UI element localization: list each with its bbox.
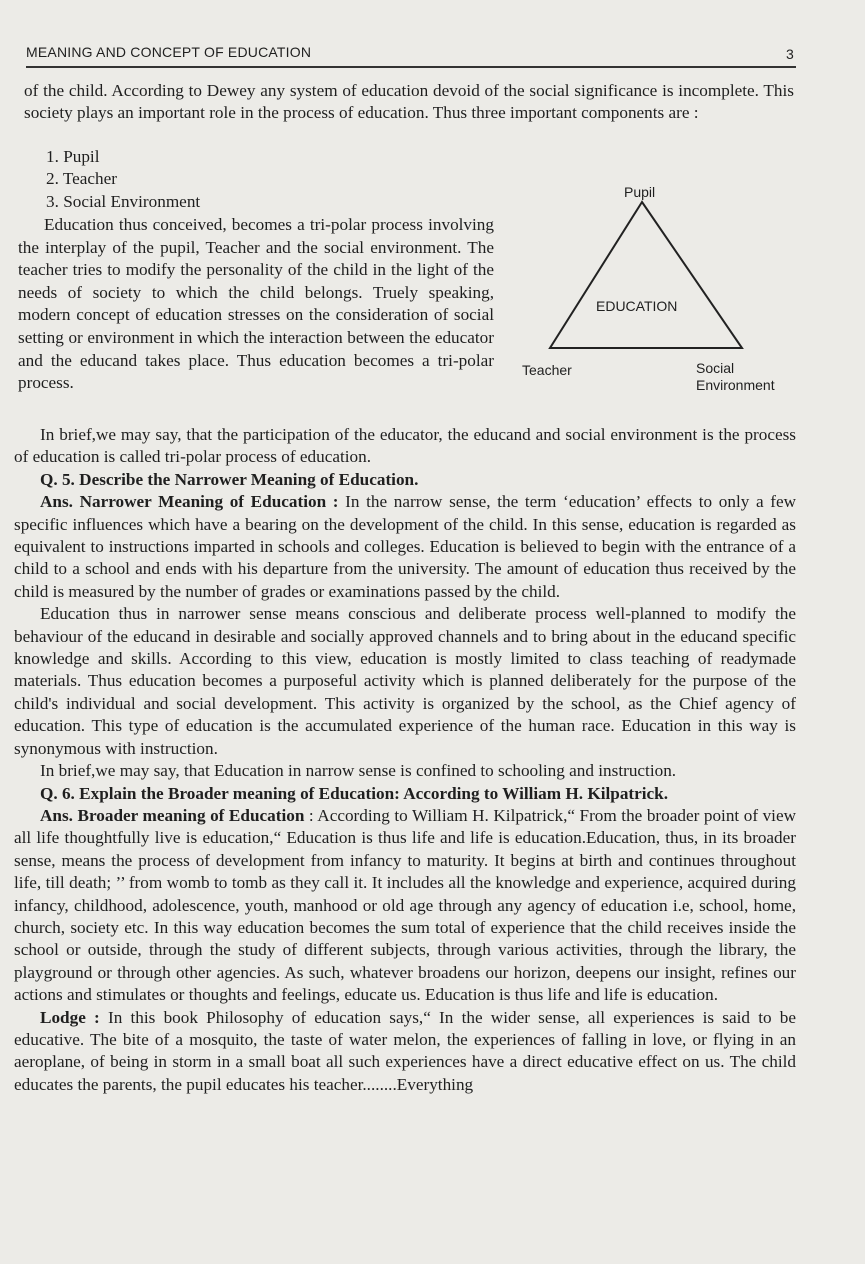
lodge-heading: Lodge : (40, 1007, 100, 1027)
q5-answer-p1 (14, 491, 796, 603)
list-item: 2. Teacher (46, 169, 118, 189)
q5-answer-heading: Ans. Narrower Meaning of Education : (40, 492, 339, 512)
pupil-label: Pupil (624, 184, 656, 200)
lodge-text: In this book Philosophy of education says,“ In the wider sense, all experiences is said to be educative. The bite of a mosquito, the taste of water melon, the experiences of falling in love, or flying in an aeroplane, of being in storm in a small boat all such experiences have a direct educative effect on us. The child educates the parents, the pupil educates his teacher........Everything (14, 1007, 797, 1094)
education-label: EDUCATION (596, 298, 678, 314)
tripolar-paragraph: Education thus conceived, becomes a tri-polar process involving the interplay of the pupil, Teacher and the social environment. The teacher tries to modify the personality of the child in the light of the needs of society to which the child belongs. Truely speaking, modern concept of education stresses on the consideration of social setting or environment in which the interaction between the educator and the educand takes place. Thus education becomes a tri-polar process. (18, 215, 494, 393)
components-list (46, 146, 200, 213)
q6-answer-p1 (14, 805, 796, 1007)
social-label: Social (696, 360, 735, 376)
q6-question-text: Q. 6. Explain the Broader meaning of Education: According to William H. Kilpatrick. (40, 783, 669, 803)
q6-question (14, 783, 796, 805)
q5-brief: In brief,we may say, that Education in narrow sense is confined to schooling and instruction. (40, 761, 677, 781)
page-number: 3 (786, 46, 794, 62)
q5-question (14, 469, 796, 491)
list-item: 1. Pupil (46, 147, 100, 166)
chapter-title: MEANING AND CONCEPT OF EDUCATION (26, 44, 312, 60)
q6-answer-text: : According to William H. Kilpatrick,“ From the broader point of view all life thoughtfully live is education,“ Education is thus life and life is education.Education, thus, in its broader sense, means the process of development from infancy to maturity. It begins at birth and continues throughout life, till death; ’’ from womb to tomb as they call it. It includes all the knowledge and experience, acquired during infancy, childhood, adolescence, youth, manhood or old age through any agency of education i.e, school, home, church, society etc. In this way education becomes the sum total of experience that the child receives inside the school or outside, through the study of different subjects, through various activities, through the library, the playground or through other agencies. As such, whatever broadens our horizon, deepens our insight, refines our actions and stimulates or thoughts and feelings, educate us. Education is thus life and life is education. (14, 805, 796, 1005)
running-header (26, 44, 796, 68)
main-text (14, 424, 796, 1096)
q5-answer-p2: Education thus in narrower sense means conscious and deliberate process well-planned to modify the behaviour of the educand in desirable and socially approved channels and to bring about in the educand specific knowledge and skills. According to this view, education is mostly limited to class teaching of readymade materials. Thus education becomes a purposeful activity which is planned deliberately for the purpose of the child's individual and social development. This activity is organized by the school, as the Chief agency of education. This type of education is the accumulated experience of the human race. Education in this way is synonymous with instruction. (14, 604, 796, 758)
triangle-shape (550, 202, 742, 348)
tripolar-column (18, 214, 494, 395)
q5-question-text: Q. 5. Describe the Narrower Meaning of Education. (40, 469, 419, 489)
intro-paragraph: of the child. According to Dewey any system of education devoid of the social significance is incomplete. This society plays an important role in the process of education. Thus three important components are : (24, 81, 794, 123)
teacher-label: Teacher (522, 362, 572, 378)
brief-paragraph: In brief,we may say, that the participation of the educator, the educand and social environment is the process of education is called tri-polar process of education. (14, 425, 796, 467)
intro-block (24, 80, 794, 125)
list-item: 3. Social Environment (46, 191, 201, 211)
q6-answer-heading: Ans. Broader meaning of Education (40, 805, 305, 825)
q5-answer-text: In the narrow sense, the term ‘education’ effects to only a few specific influences which have a bearing on the development of the child. In this sense, education is regarded as equivalent to instructions imparted in schools and colleges. Education is believed to begin with the entrance of a child to a school and ends with his departure from the university. The amount of education thus received by the child is measured by the number of grades or examinations passed by the child. (14, 492, 797, 601)
tripolar-diagram (520, 180, 800, 395)
environment-label: Environment (696, 377, 775, 393)
lodge-paragraph (14, 1007, 796, 1097)
